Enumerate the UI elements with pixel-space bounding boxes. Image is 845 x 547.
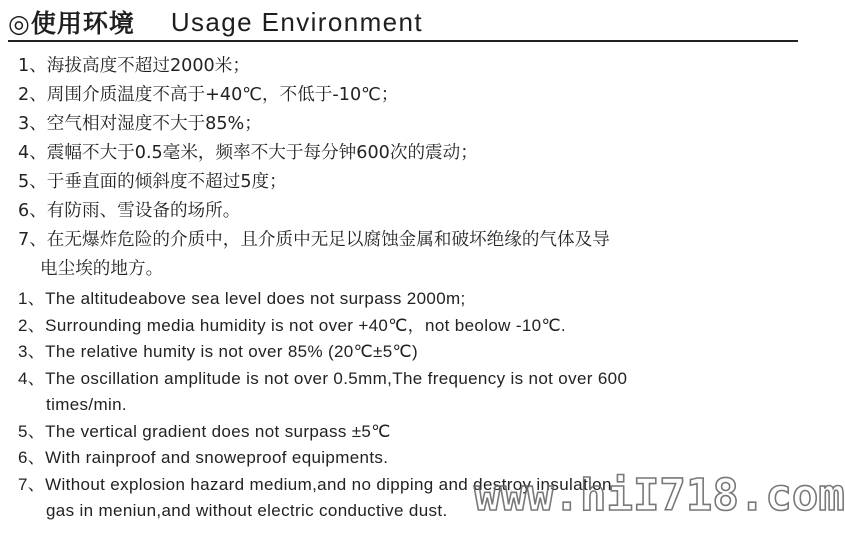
list-item bbox=[18, 110, 796, 139]
list-item bbox=[18, 81, 796, 110]
item-text: The altitudeabove sea level does not surpass 2000m; bbox=[45, 289, 466, 308]
list-item bbox=[18, 445, 796, 472]
item-number: 1、 bbox=[18, 289, 46, 308]
section-title-zh: ◎使用环境 bbox=[8, 9, 135, 38]
item-text: The vertical gradient does not surpass ±5℃ bbox=[45, 421, 391, 441]
item-number: 7、 bbox=[18, 230, 47, 250]
list-item bbox=[18, 168, 796, 197]
header-underline bbox=[8, 40, 798, 42]
item-text: 空气相对湿度不大于85%； bbox=[46, 114, 262, 134]
item-text: The relative humity is not over 85% (20℃±5℃) bbox=[45, 342, 418, 361]
item-number: 5、 bbox=[18, 172, 47, 192]
requirements-list-zh bbox=[18, 52, 796, 284]
item-number: 2、 bbox=[18, 85, 47, 105]
section-title-en: Usage Environment bbox=[170, 6, 423, 37]
list-item bbox=[18, 139, 796, 168]
list-item bbox=[18, 197, 796, 226]
item-text-continuation: gas in meniun,and without electric conductive dust. bbox=[46, 501, 448, 520]
item-number: 6、 bbox=[18, 448, 46, 467]
item-text: 在无爆炸危险的介质中，且介质中无足以腐蚀金属和破坏绝缘的气体及导 bbox=[46, 230, 610, 250]
item-number: 3、 bbox=[18, 114, 47, 134]
item-number: 2、 bbox=[18, 315, 46, 335]
item-number: 1、 bbox=[18, 56, 47, 76]
item-text: Surrounding media humidity is not over +40℃，not beolow -10℃. bbox=[45, 315, 566, 335]
item-number: 5、 bbox=[18, 421, 46, 441]
item-text: 周围介质温度不高于+40℃，不低于-10℃； bbox=[46, 85, 399, 105]
item-number: 6、 bbox=[18, 201, 47, 221]
list-item bbox=[18, 286, 796, 313]
item-text: The oscillation amplitude is not over 0.5mm,The frequency is not over 600 bbox=[45, 368, 628, 388]
item-number: 4、 bbox=[18, 143, 47, 163]
item-text: 于垂直面的倾斜度不超过5度； bbox=[46, 172, 287, 192]
list-item bbox=[18, 419, 796, 446]
item-text: 海拔高度不超过2000米； bbox=[46, 56, 250, 76]
list-item bbox=[18, 52, 796, 81]
item-text: Without explosion hazard medium,and no dipping and destroy insulation bbox=[45, 474, 612, 494]
item-number: 4、 bbox=[18, 368, 46, 388]
site-watermark: www.hiI718.com bbox=[474, 470, 845, 521]
list-item bbox=[18, 366, 796, 419]
item-text: 有防雨、雪设备的场所。 bbox=[46, 201, 241, 221]
list-item bbox=[18, 339, 796, 366]
item-text-continuation: 电尘埃的地方。 bbox=[40, 259, 164, 279]
list-item bbox=[18, 226, 796, 284]
item-text: 震幅不大于0.5毫米，频率不大于每分钟600次的震动； bbox=[46, 143, 478, 163]
section-header bbox=[8, 4, 423, 40]
item-number: 7、 bbox=[18, 474, 46, 494]
item-number: 3、 bbox=[18, 342, 46, 361]
item-text-continuation: times/min. bbox=[46, 395, 127, 414]
item-text: With rainproof and snoweproof equipments. bbox=[45, 448, 389, 467]
list-item bbox=[18, 313, 796, 340]
